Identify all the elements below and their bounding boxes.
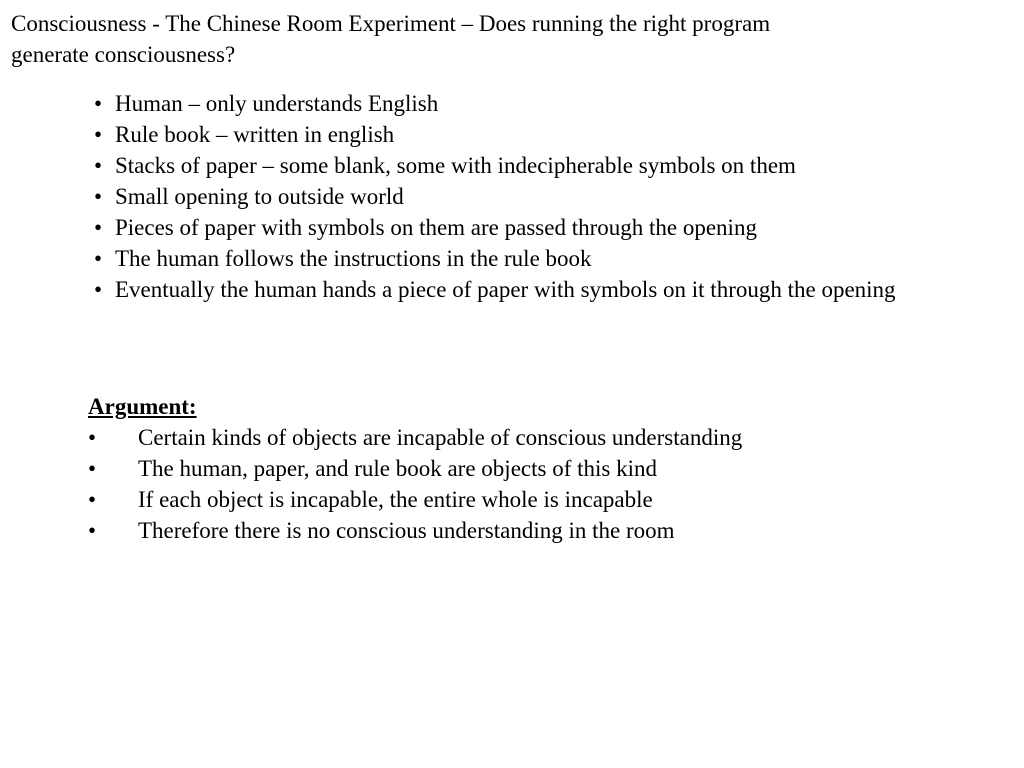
list-item-text: Certain kinds of objects are incapable of conscious understanding [138, 425, 743, 450]
bullet-icon: • [93, 153, 103, 178]
list-item [88, 88, 896, 119]
bullet-icon: • [87, 518, 97, 543]
list-item-text: The human, paper, and rule book are objects of this kind [138, 456, 657, 481]
list-item [88, 274, 896, 305]
bullet-icon: • [93, 184, 103, 209]
setup-bullet-list [88, 88, 896, 305]
list-item-text: Eventually the human hands a piece of paper with symbols on it through the opening [115, 277, 896, 302]
list-item [84, 453, 742, 484]
title-line-1: Consciousness - The Chinese Room Experiment – Does running the right program [11, 11, 771, 36]
list-item [88, 150, 896, 181]
list-item-text: The human follows the instructions in the rule book [115, 246, 592, 271]
argument-bullet-list [84, 422, 742, 546]
argument-section [88, 391, 742, 546]
bullet-icon: • [93, 91, 103, 116]
list-item-text: If each object is incapable, the entire whole is incapable [138, 487, 653, 512]
bullet-icon: • [93, 122, 103, 147]
bullet-icon: • [87, 425, 97, 450]
list-item [88, 119, 896, 150]
list-item-text: Small opening to outside world [115, 184, 404, 209]
list-item-text: Therefore there is no conscious understanding in the room [138, 518, 675, 543]
list-item-text: Rule book – written in english [115, 122, 395, 147]
bullet-icon: • [93, 277, 103, 302]
list-item [84, 484, 742, 515]
argument-heading: Argument: [88, 394, 197, 419]
list-item [84, 515, 742, 546]
list-item-text: Pieces of paper with symbols on them are passed through the opening [115, 215, 757, 240]
list-item-text: Human – only understands English [115, 91, 439, 116]
list-item [88, 181, 896, 212]
slide-title [11, 8, 911, 70]
bullet-icon: • [87, 456, 97, 481]
bullet-icon: • [93, 215, 103, 240]
bullet-icon: • [93, 246, 103, 271]
list-item [84, 422, 742, 453]
list-item [88, 212, 896, 243]
bullet-icon: • [87, 487, 97, 512]
list-item [88, 243, 896, 274]
title-line-2: generate consciousness? [11, 42, 236, 67]
list-item-text: Stacks of paper – some blank, some with indecipherable symbols on them [115, 153, 796, 178]
